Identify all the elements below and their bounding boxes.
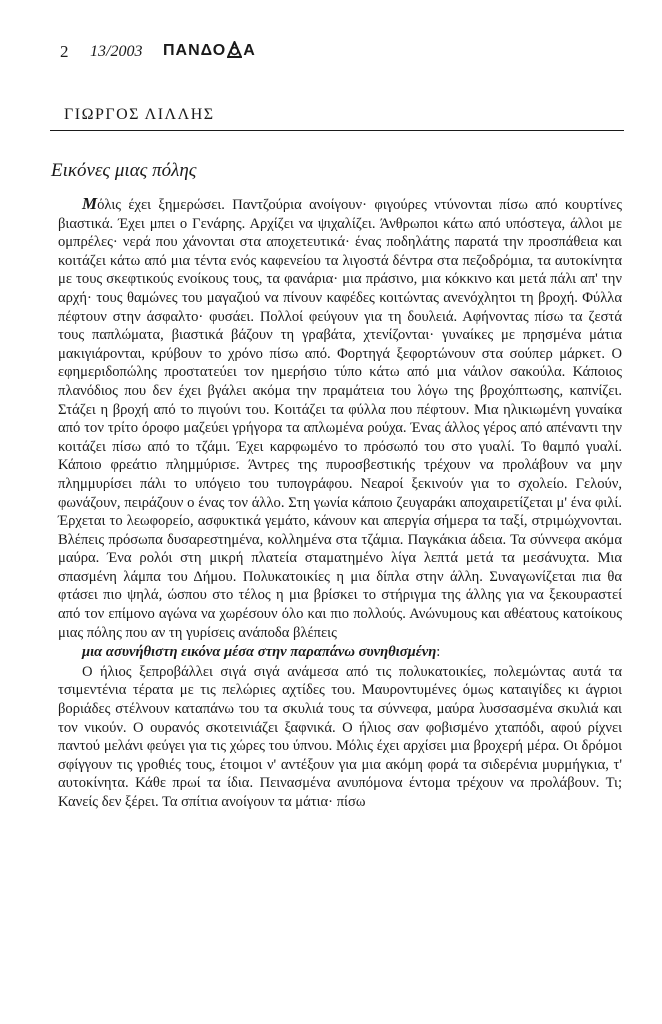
paragraph-1-text: όλις έχει ξημερώσει. Παντζούρια ανοίγουν· φιγούρες ντύνονται πίσω από κουρτίνες βιαστικά. Έχει μπει ο Γενάρης. Αρχίζει να ψιχαλίζει. Άνθρωποι κάτω από υπόστεγα, άλλοι με ομπρέλες· νερά που χάνονται στα αποχετευτικά· ένας ποδηλάτης παρατά την προσπάθεια και κοιτάζει κάτω από μια τέντα ενός καφενείου τα λιγοστά δέντρα στα πεζοδρόμια, τα αυτοκίνητα με τους σκεφτικούς ενοίκους τους, τα φανάρια· μια πράσινο, μια κόκκινο και μετά πάλι απ' την αρχή· τους θαμώνες του μαγαζιού να πίνουν καφέδες κοιτώντας ανενόχλητοι τη βροχή. Φύλλα πέφτουν στην άσφαλτο· φυσάει. Πολλοί φεύγουν για τη δουλειά. Αφήνοντας πίσω τα ζεστά τους παπλώματα, βιαστικά βάζουν τη γραβάτα, χτενίζονται· γυναίκες με πρησμένα μάτια μακιγιάρονται, κρύβουν το χρόνο πίσω από. Φορτηγά ξεφορτώνουν στα σούπερ μάρκετ. Ο εφημεριδοπώλης προστατεύει τον ημερήσιο τύπο κάτω από μια νάιλον σακούλα. Κάποιος πλανόδιος που δεν έχει βγάλει ακόμα την πραμάτεια του λόγω της βροχόπτωσης, καπνίζει. Στάζει η βροχή από το πιγούνι του. Κοιτάζει τα φύλλα που πέφτουν. Μια ηλικιωμένη γυναίκα από τον τρίτο όροφο μαζεύει γρήγορα τα απλωμένα ρούχα. Ένας άλλος γέρος από απέναντι την κοιτάζει πίσω από το τζάμι. Έχει καρφωμένο το πρόσωπό του στο γυαλί. Το θαμπό γυαλί. Κάποιο φρεάτιο πλημμύρισε. Άντρες της πυροσβεστικής τρέχουν να προλάβουν να μην πλημμυρίσει πάλι το υπόγειο του τυπογράφου. Νεαροί ξεκινούν για το σχολείο. Γελούν, φωνάζουν, πειράζουν ο ένας τον άλλο. Στη γωνία κάποιο ζευγαράκι αποχαιρετίζεται μ' ένα φιλί. Έρχεται το λεωφορείο, ασφυκτικά γεμάτο, κάνουν και απεργία σήμερα τα ταξί, στριμώχνονται. Βλέπεις πρόσωπα δυσαρεστημένα, κολλημένα στα τζάμια. Παγκάκια άδεια. Τα σύννεφα ακόμα μαύρα. Ένα ρολόι στη μικρή πλατεία σταματημένο λίγα λεπτά μετά τα μεσάνυχτα. Μια σπασμένη λάμπα του Δήμου. Πολυκατοικίες η μια δίπλα στην άλλη. Συναγωνίζεται πια θα φτάσει πιο ψηλά, ώσπου στο τέλος η μια βρίσκει το στήριγμα της άλλης για να ξεκουραστεί από τον επίμονο αγώνα να χωρέσουν όλο και πιο πολλούς. Ανώνυμους και αθέατους κατοίκους μιας πόλης που αν τη γυρίσεις ανάποδα βλέπεις bbox=[58, 197, 622, 641]
header-divider bbox=[50, 130, 624, 131]
page-header bbox=[60, 40, 622, 64]
subheading bbox=[58, 643, 622, 662]
article-title: Εικόνες μιας πόλης bbox=[51, 160, 197, 181]
paragraph-2: Ο ήλιος ξεπροβάλλει σιγά σιγά ανάμεσα από τις πολυκατοικίες, πολεμώντας αυτά τα τσιμεντένια τέρατα με τις πελώριες αχτίδες του. Μαυροντυμένες όμως καταιγίδες κι άγριοι βοριάδες στέλνουν καταπάνω του τα σκυλιά τους τα σύννεφα, μαύρα λυσσασμένα σκυλιά και τον νικούν. Ο ουρανός σκοτεινιάζει ξαφνικά. Ο ήλιος σαν φοβισμένο χταπόδι, αφού ρίχνει παντού μελάνι φεύγει για τις χώρες του ύπνου. Μόλις έχει αρχίσει μια βροχερή μέρα. Οι δρόμοι σφίγγουν τις γροθιές τους, έτοιμοι ν' αντέξουν για μια ακόμη φορά τα σιδερένια μυρμήγκια, τ' αυτοκίνητα. Κάθε πρωί τα ίδια. Πεινασμένα ανυπόμονα έντομα τρέχουν να προλάβουν. Τι; Κανείς δεν ξέρει. Τα σπίτια ανοίγουν τα μάτια· πίσω bbox=[58, 663, 622, 810]
paragraph-1 bbox=[58, 195, 622, 642]
magazine-name bbox=[163, 41, 256, 60]
page-number: 2 bbox=[60, 42, 69, 61]
author-name: ΓΙΩΡΓΟΣ ΛΙΛΛΗΣ bbox=[64, 106, 215, 123]
magazine-logo-icon bbox=[227, 41, 242, 58]
magazine-name-start: ΠΑΝΔΟ bbox=[163, 42, 227, 59]
subheading-text: μια ασυνήθιστη εικόνα μέσα στην παραπάνω συνηθισμένη bbox=[82, 644, 437, 661]
drop-cap: Μ bbox=[82, 194, 98, 213]
issue-number: 13/2003 bbox=[90, 43, 143, 60]
subheading-punct: : bbox=[436, 644, 441, 661]
magazine-name-end: Α bbox=[243, 42, 256, 59]
article-body bbox=[58, 195, 622, 812]
